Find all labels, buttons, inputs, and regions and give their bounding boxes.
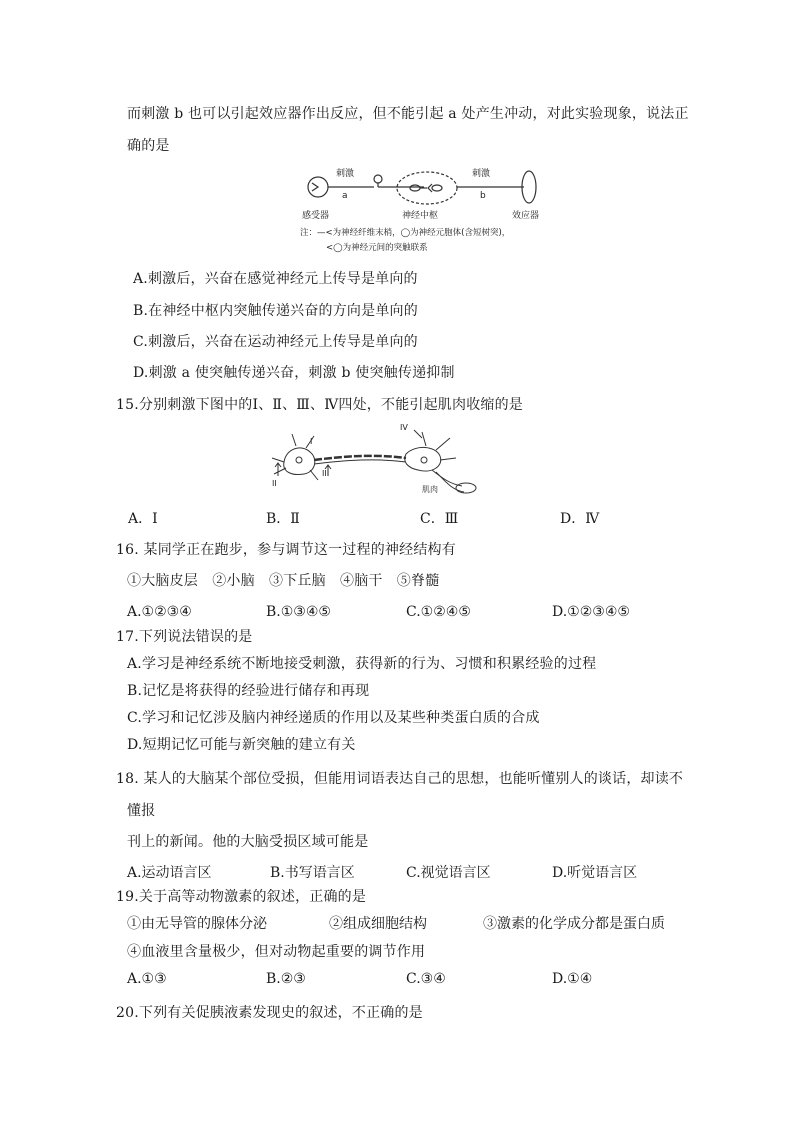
label-II: II (272, 479, 277, 488)
q18-option-c: C.视觉语言区 (406, 865, 491, 881)
label-IV: IV (400, 423, 408, 432)
point-b-label: b (480, 191, 486, 201)
figure-note-line2: <◯为神经元间的突触联系 (326, 243, 428, 253)
q14-option-d: D.刺激 a 使突触传递兴奋，刺激 b 使突触传递抑制 (133, 365, 455, 381)
q18-stem-line2: 懂报 (127, 803, 156, 819)
q14-option-a: A.刺激后，兴奋在感觉神经元上传导是单向的 (133, 271, 418, 287)
q17-option-a: A.学习是神经系统不断地接受刺激，获得新的行为、习惯和积累经验的过程 (127, 656, 597, 672)
q20-stem: 20.下列有关促胰液素发现史的叙述，不正确的是 (116, 1005, 423, 1021)
figure-note-line1: 注：—<为神经纤维末梢，◯为神经元胞体(含短树突)， (300, 228, 511, 238)
q16-stem: 16. 某同学正在跑步，参与调节这一过程的神经结构有 (116, 542, 456, 558)
q14-stem-line2: 确的是 (127, 138, 170, 154)
muscle-label: 肌肉 (422, 485, 438, 494)
effector-label: 效应器 (512, 211, 540, 221)
q16-option-c: C.①②④⑤ (406, 604, 471, 620)
q16-items: ①大脑皮层 ②小脑 ③下丘脑 ④脑干 ⑤脊髓 (127, 573, 440, 589)
effector-shape (522, 171, 536, 203)
q15-option-b: B．Ⅱ (266, 511, 300, 527)
q19-item1: ①由无导管的腺体分泌 (127, 916, 267, 932)
q15-stem: 15.分别刺激下图中的Ⅰ、Ⅱ、Ⅲ、Ⅳ四处，不能引起肌肉收缩的是 (116, 397, 523, 413)
neuron-muscle-figure (266, 420, 488, 498)
q14-option-b: B.在神经中枢内突触传递兴奋的方向是单向的 (133, 303, 418, 319)
q19-item4: ④血液里含量极少，但对动物起重要的调节作用 (127, 944, 426, 960)
q19-option-b: B.②③ (266, 971, 306, 987)
q19-option-d: D.①④ (552, 971, 593, 987)
q15-option-d: D．Ⅳ (560, 511, 600, 527)
q16-option-b: B.①③④⑤ (266, 604, 331, 620)
label-III: III (322, 469, 330, 478)
q18-option-a: A.运动语言区 (127, 865, 212, 881)
q19-option-a: A.①③ (127, 971, 167, 987)
q16-option-d: D.①②③④⑤ (552, 604, 630, 620)
q18-stem-line3: 刊上的新闻。他的大脑受损区域可能是 (127, 834, 369, 850)
neuron-body-right (405, 447, 441, 471)
q14-stem-line1: 而刺激 b 也可以引起效应器作出反应，但不能引起 a 处产生冲动，对此实验现象，说法正 (127, 106, 689, 122)
q18-option-b: B.书写语言区 (270, 865, 355, 881)
q19-item2: ②组成细胞结构 (329, 916, 427, 932)
reflex-arc-figure (296, 162, 566, 257)
q16-option-a: A.①②③④ (127, 604, 192, 620)
q15-option-a: A．Ⅰ (128, 511, 158, 527)
q17-option-d: D.短期记忆可能与新突触的建立有关 (127, 737, 356, 753)
point-a-label: a (342, 191, 348, 201)
q18-stem-line1: 18. 某人的大脑某个部位受损，但能用词语表达自己的思想，也能听懂别人的谈话，却读不 (116, 771, 684, 787)
q17-option-b: B.记忆是将获得的经验进行储存和再现 (127, 683, 370, 699)
q17-option-c: C.学习和记忆涉及脑内神经递质的作用以及某些种类蛋白质的合成 (127, 710, 540, 726)
q15-option-c: C．Ⅲ (420, 511, 459, 527)
q19-item3: ③激素的化学成分都是蛋白质 (483, 916, 665, 932)
q19-option-c: C.③④ (406, 971, 446, 987)
center-label: 神经中枢 (402, 211, 439, 221)
receptor-label: 感受器 (302, 211, 330, 221)
q18-option-d: D.听觉语言区 (552, 865, 638, 881)
stim-b-label: 刺激 (472, 169, 491, 179)
label-I: I (310, 437, 313, 446)
stim-a-label: 刺激 (336, 169, 355, 179)
q19-stem: 19.关于高等动物激素的叙述，正确的是 (116, 889, 367, 905)
q17-stem: 17.下列说法错误的是 (116, 629, 253, 645)
q14-option-c: C.刺激后，兴奋在运动神经元上传导是单向的 (133, 334, 418, 350)
muscle-shape (456, 483, 476, 493)
